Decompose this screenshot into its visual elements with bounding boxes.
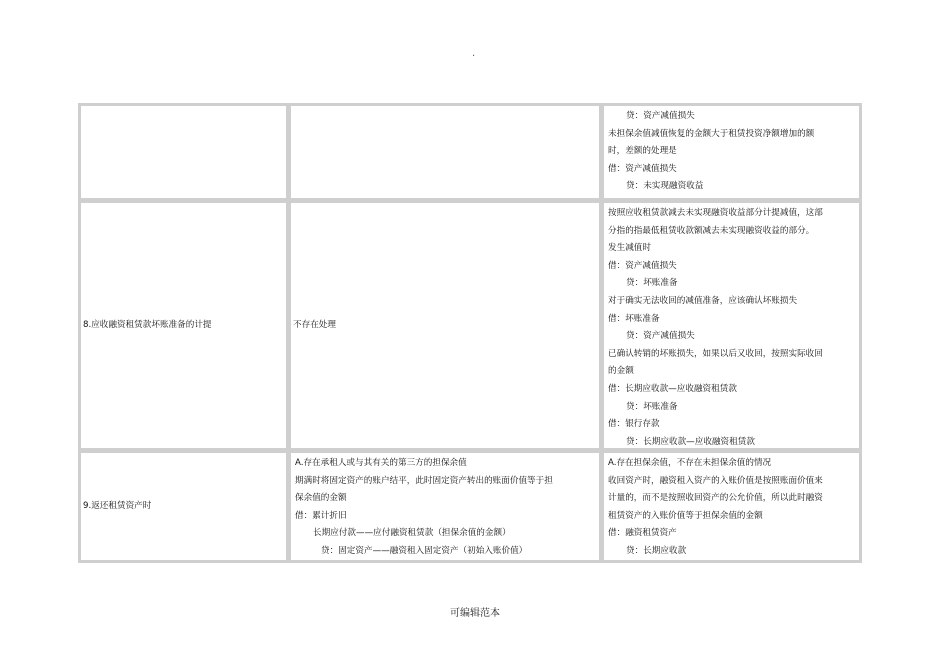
row1-col3-line: 贷：未实现融资收益 (626, 181, 704, 192)
comparison-table (78, 103, 862, 563)
row2-col3-line: 的金额 (608, 366, 634, 377)
row1-col3-line: 时，差额的处理是 (608, 146, 677, 157)
row2-col3-line: 已确认转销的坏账损失，如果以后又收回，按照实际收回 (608, 348, 823, 359)
row3-col2-line: 贷：固定资产——融资租入固定资产（初始入账价值） (321, 545, 528, 556)
row3-item-label: 9.返还租赁资产时 (83, 500, 152, 511)
row2-col1-cell (81, 203, 286, 448)
row3-col2-line: 长期应付款——应付融资租赁款（担保余值的金额） (313, 528, 511, 539)
header-dot: . (472, 48, 476, 59)
row2-col2-text: 不存在处理 (293, 319, 336, 330)
row1-col1-cell (81, 106, 286, 198)
row2-col2-cell (291, 203, 599, 448)
row1-col2-cell (291, 106, 599, 198)
row1-col3-cell (604, 106, 859, 198)
row2-col3-line: 贷：资产减值损失 (626, 331, 695, 342)
page-footer: 可编辑范本 (450, 608, 500, 619)
row2-col3-line: 对于确实无法收回的减值准备，应该确认坏账损失 (608, 295, 798, 306)
row3-col2-line: 借：累计折旧 (295, 510, 347, 521)
row2-col3-line: 借：长期应收款—应收融资租赁款 (608, 383, 737, 394)
row3-col3-line: 计量的，而不是按照收回资产的公允价值，所以此时融资 (608, 493, 823, 504)
row3-col3-line: 收回资产时，融资租入资产的入账价值是按照账面价值来 (608, 475, 823, 486)
row3-col3-line: A.存在担保余值，不存在未担保余值的情况 (608, 458, 772, 468)
row2-col3-line: 借：资产减值损失 (608, 260, 677, 271)
row2-col3-line: 贷：坏账准备 (626, 278, 678, 289)
row2-col3-line: 分指的指最低租赁收款额减去未实现融资收益的部分。 (608, 225, 815, 236)
row1-col3-line: 贷：资产减值损失 (626, 111, 695, 121)
row3-col3-line: 租赁资产的入账价值等于担保余值的金额 (608, 510, 763, 521)
row2-col3-line: 贷：坏账准备 (626, 401, 678, 412)
row3-col2-line: A.存在承租人或与其有关的第三方的担保余值 (295, 458, 467, 468)
row3-col2-line: 期满时将固定资产的账户结平，此时固定资产转出的账面价值等于担 (295, 475, 553, 486)
row3-col3-line: 借：融资租赁资产 (608, 528, 677, 539)
row1-col3-line: 借：资产减值损失 (608, 163, 677, 174)
row2-col3-line: 借：银行存款 (608, 419, 660, 430)
row2-col3-line: 按照应收租赁款减去未实现融资收益部分计提减值，这部 (608, 208, 823, 218)
row2-item-label: 8.应收融资租赁款坏账准备的计提 (83, 319, 212, 330)
row3-col1-cell (81, 453, 286, 560)
row2-col3-cell (604, 203, 859, 448)
row3-col3-cell (604, 453, 859, 560)
row2-col3-line: 发生减值时 (608, 243, 651, 254)
row1-col3-line: 未担保余值减值恢复的金额大于租赁投资净额增加的额 (608, 128, 815, 139)
row3-col2-cell (291, 453, 599, 560)
row3-col2-line: 保余值的金额 (295, 493, 347, 504)
row3-col3-line: 贷：长期应收款 (626, 545, 687, 556)
row2-col3-line: 贷：长期应收款—应收融资租赁款 (626, 436, 755, 447)
row2-col3-line: 借：坏账准备 (608, 313, 660, 324)
